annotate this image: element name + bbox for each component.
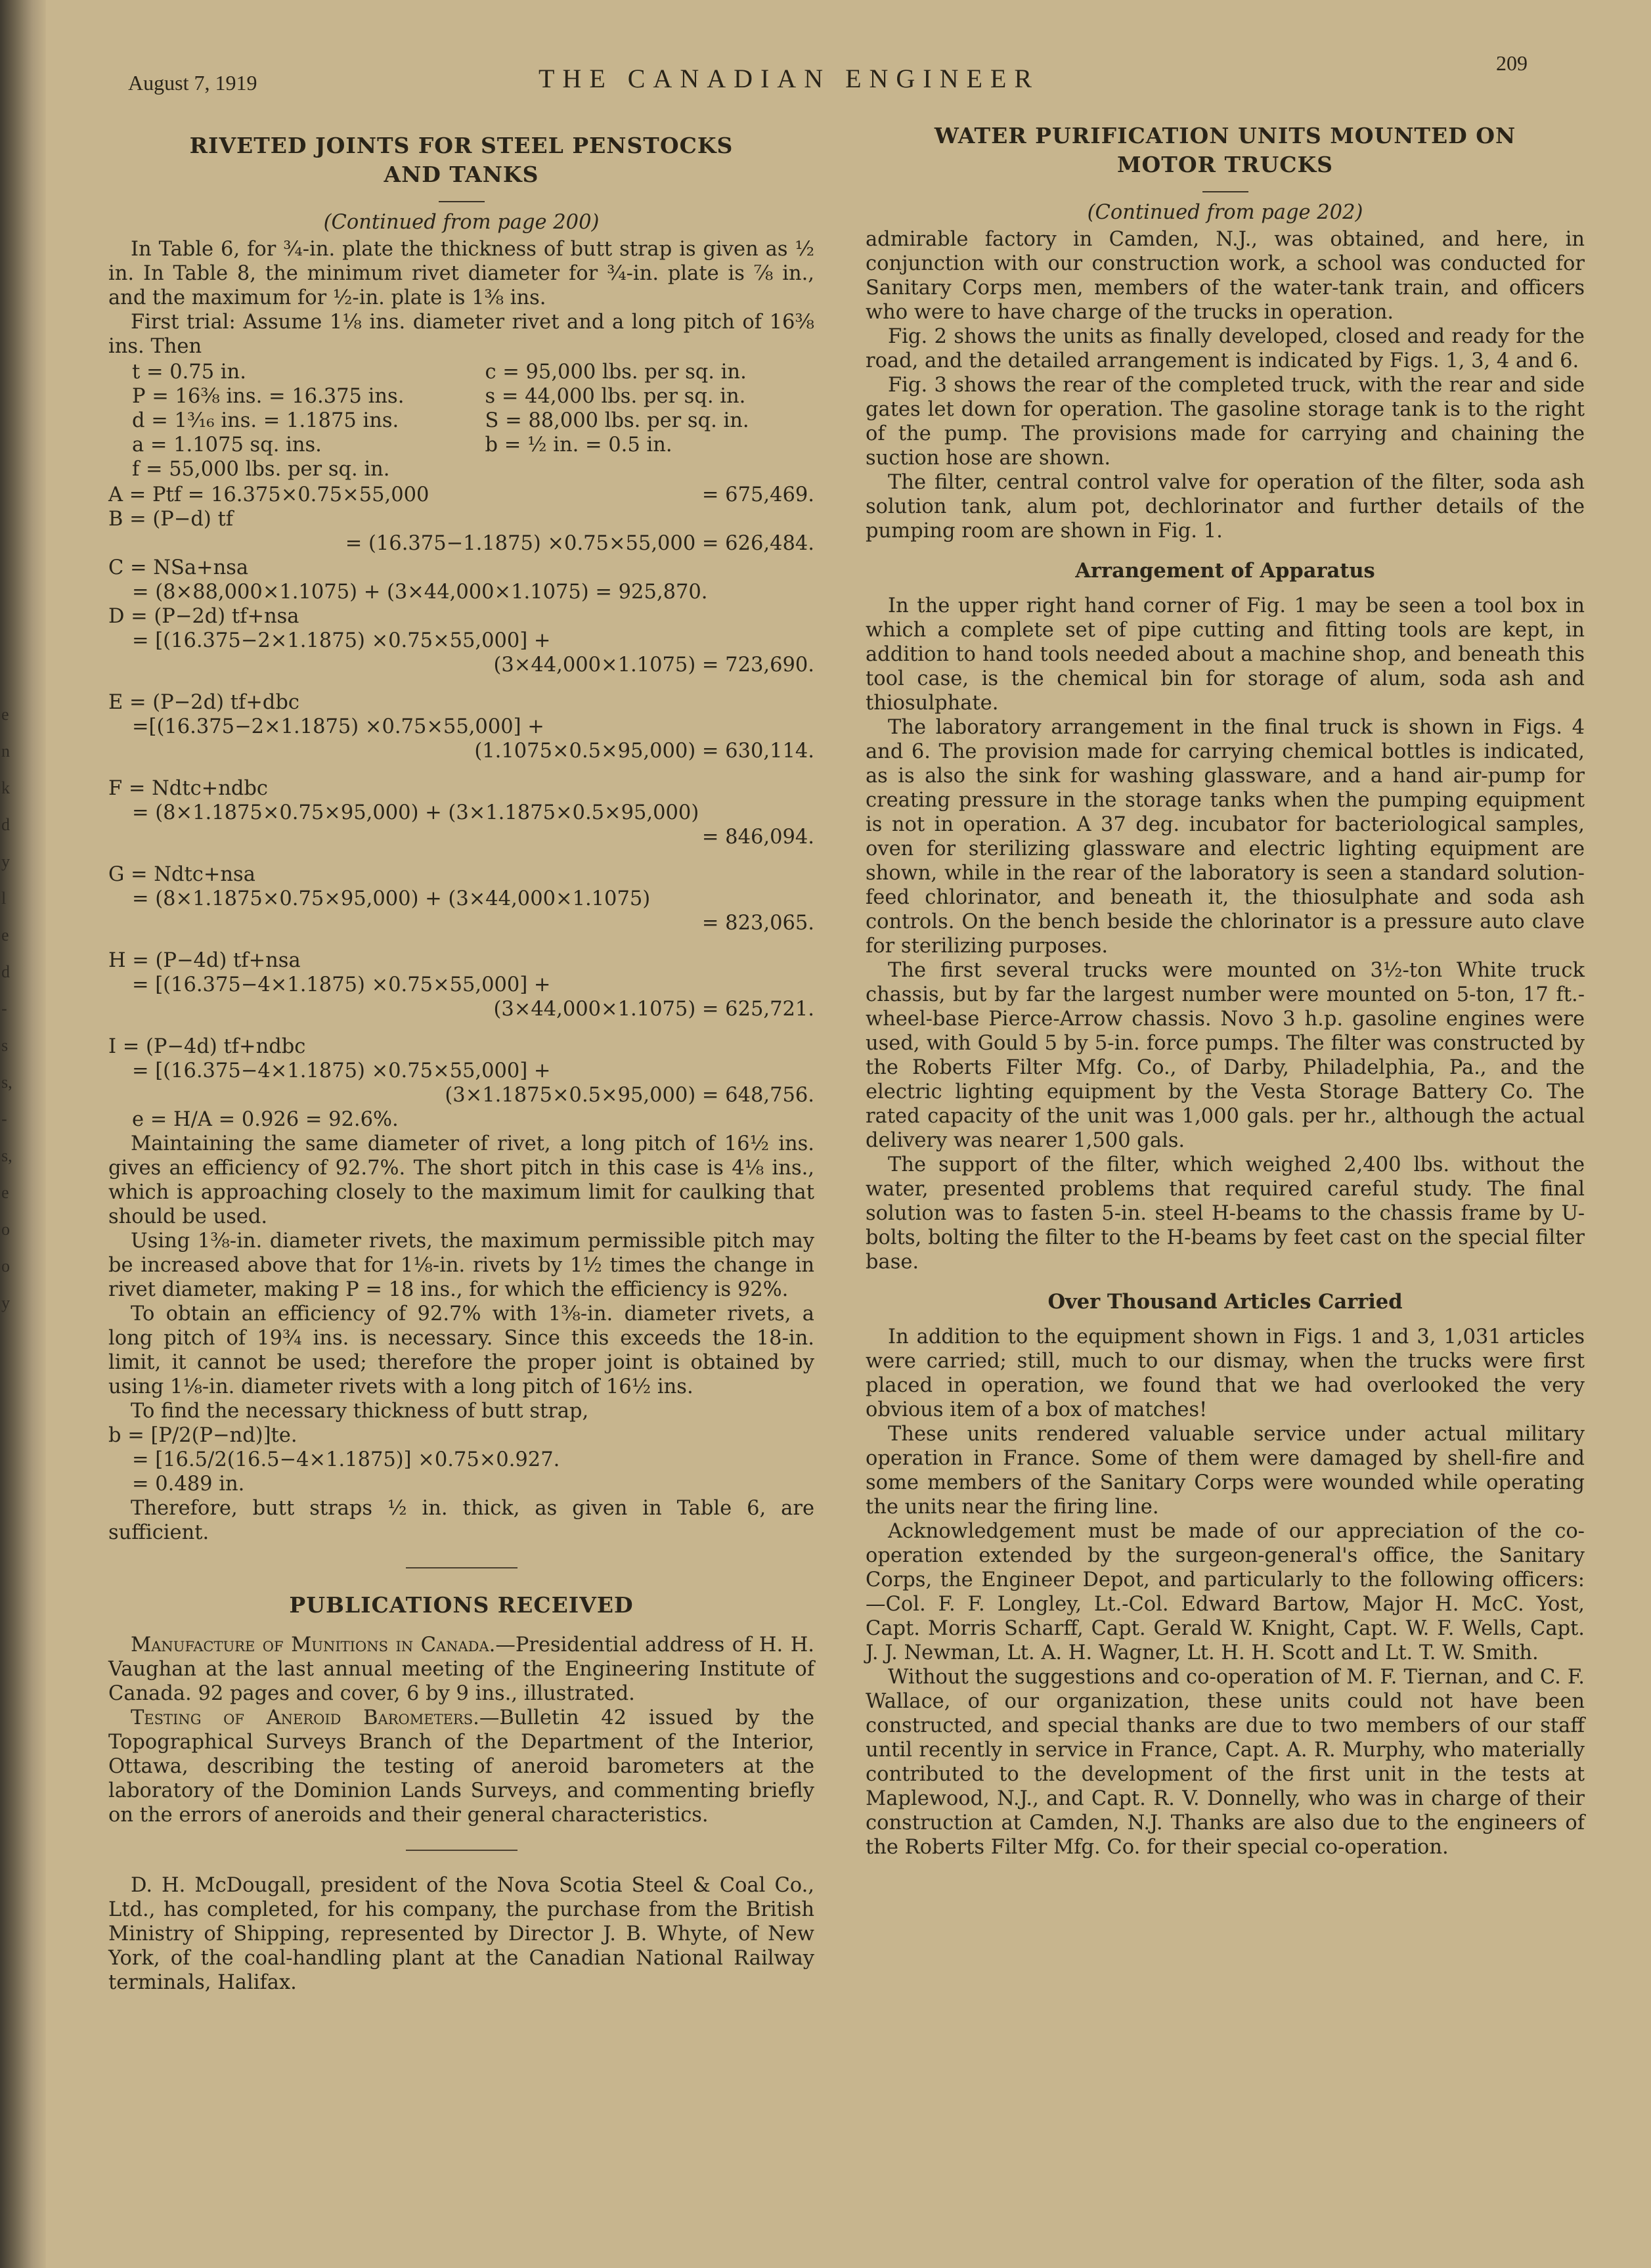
paragraph: Maintaining the same diameter of rivet, a long pitch of 16½ ins. gives an efficiency of 92.7%. The short pitch in this case is 4⅛ ins., which is approaching closely to the maximum limit for caulking that should be used. (108, 1132, 814, 1228)
var-def: S = 88,000 lbs. per sq. in. (485, 409, 749, 432)
paragraph: In the upper right hand corner of Fig. 1 may be seen a tool box in which a complete set of pipe cutting and fitting tools are kept, in addition to hand tools needed about a machine shop, and beneath this tool case, is the chemical bin for storage of alum, soda ash and thiosulphate. (866, 594, 1585, 715)
var-def: d = 1³⁄₁₆ ins. = 1.1875 ins. (132, 409, 399, 432)
var-def: b = ½ in. = 0.5 in. (485, 434, 672, 456)
subheading: Arrangement of Apparatus (1075, 559, 1375, 583)
var-def: s = 44,000 lbs. per sq. in. (485, 385, 746, 408)
spacer (108, 1620, 814, 1633)
spacer (108, 935, 814, 948)
equation-b: B = (P−d) tf = (16.375−1.1875) ×0.75×55,000 = 626,484. (108, 508, 814, 555)
equation-f: F = Ndtc+ndbc = (8×1.1875×0.75×95,000) + (3×1.1875×0.5×95,000) = 846,094. (108, 777, 814, 849)
section-separator (406, 1850, 517, 1851)
paragraph: Using 1⅜-in. diameter rivets, the maximum permissible pitch may be increased above that for 1⅛-in. rivets by 1½ times the change in rivet diameter, making P = 18 ins., for which the efficiency is 92%. (108, 1230, 814, 1301)
title-rule (1202, 191, 1248, 192)
paragraph: To find the necessary thickness of butt strap, (131, 1400, 589, 1423)
spacer (108, 1021, 814, 1034)
paragraph: The first several trucks were mounted on 3½-ton White truck chassis, but by far the largest number were mounted on 5-ton, 17 ft.-wheel-base Pierce-Arrow chassis. Novo 3 h.p. gasoline engines were used, with Gould 5 by 5-in. force pumps. The filter was constructed by the Roberts Filter Mfg. Co., of Darby, Philadelphia, Pa., and the electric lighting equipment by the Vesta Storage Battery Co. The rated capacity of the unit was 1,000 gals. per hr., although the actual delivery was nearer 1,500 gals. (866, 959, 1585, 1152)
var-def: c = 95,000 lbs. per sq. in. (485, 361, 747, 384)
left-column (108, 131, 814, 1995)
subheading: Over Thousand Articles Carried (1047, 1290, 1403, 1314)
page-number: 209 (1496, 51, 1528, 75)
var-def: a = 1.1075 sq. ins. (132, 434, 322, 456)
equation-e: E = (P−2d) tf+dbc =[(16.375−2×1.1875) ×0.75×55,000] + (1.1075×0.5×95,000) = 630,114. (108, 691, 814, 763)
var-def (462, 457, 815, 481)
section-separator (406, 1567, 517, 1568)
equation-d: D = (P−2d) tf+nsa = [(16.375−2×1.1875) ×0.75×55,000] + (3×44,000×1.1075) = 723,690. (108, 605, 814, 677)
title-rule (439, 201, 485, 202)
continued-note: (Continued from page 202) (1087, 201, 1363, 224)
spacer (108, 677, 814, 690)
equation-c: C = NSa+nsa = (8×88,000×1.1075) + (3×44,000×1.1075) = 925,870. (108, 556, 708, 604)
paragraph: Acknowledgement must be made of our appreciation of the co-operation extended by the surgeon-general's office, the Sanitary Corps, the Engineer Depot, and particularly to the following officers:—Col. F. F. Longley, Lt.-Col. Edward Bartow, Major H. McC. Yost, Capt. Morris Scharff, Capt. Gerald W. Knight, Capt. W. F. Wells, Capt. J. J. Newman, Lt. A. H. Wagner, Lt. H. H. Scott and Lt. T. W. Smith. (866, 1520, 1585, 1664)
publication-item: Manufacture of Munitions in Canada.—Presidential address of H. H. Vaughan at the last annual meeting of the Engineering Institute of Canada. 92 pages and cover, 6 by 9 ins., illustrated. (108, 1634, 814, 1705)
equation-efficiency: e = H/A = 0.926 = 92.6%. (132, 1108, 399, 1131)
spacer (108, 849, 814, 862)
journal-title: THE CANADIAN ENGINEER (539, 64, 1040, 93)
paragraph: In Table 6, for ¾-in. plate the thickness of butt strap is given as ½ in. In Table 8, the minimum rivet diameter for ¾-in. plate is ⅞ in., and the maximum for ½-in. plate is 1⅜ ins. (108, 238, 814, 309)
paragraph: These units rendered valuable service under actual military operation in France. Some of them were damaged by shell-fire and some members of the Sanitary Corps were wounded while operating the units near the firing line. (866, 1423, 1585, 1519)
equation-g: G = Ndtc+nsa = (8×1.1875×0.75×95,000) + (3×44,000×1.1075) = 823,065. (108, 863, 814, 935)
variable-definitions (108, 360, 814, 481)
paragraph: In addition to the equipment shown in Figs. 1 and 3, 1,031 articles were carried; still, much to our dismay, when the trucks were first placed in operation, we found that we had overlooked the very obvious item of a box of matches! (866, 1325, 1585, 1421)
paragraph: Fig. 2 shows the units as finally developed, closed and ready for the road, and the detailed arrangement is indicated by Figs. 1, 3, 4 and 6. (866, 325, 1585, 372)
var-def: f = 55,000 lbs. per sq. in. (132, 458, 390, 481)
var-def: P = 16⅜ ins. = 16.375 ins. (132, 385, 405, 408)
paragraph: To obtain an efficiency of 92.7% with 1⅜-in. diameter rivets, a long pitch of 19¾ ins. is necessary. Since this exceeds the 18-in. limit, it cannot be used; therefore the proper joint is obtained by using 1⅛-in. diameter rivets with a long pitch of 16½ ins. (108, 1302, 814, 1398)
right-column (866, 122, 1585, 1859)
paragraph: Without the suggestions and co-operation of M. F. Tiernan, and C. F. Wallace, of our organization, these units could not have been constructed, and special thanks are due to two members of our staff until recently in service in France, Capt. A. R. Murphy, who materially contributed to the development of the first unit in the tests at Maplewood, N.J., and Capt. R. V. Donnelly, who was in charge of their construction at Camden, N.J. Thanks are also due to the engineers of the Roberts Filter Mfg. Co. for their special co-operation. (866, 1666, 1585, 1859)
paragraph: The laboratory arrangement in the final truck is shown in Figs. 4 and 6. The provision made for carrying chemical bottles is indicated, as is also the sink for washing glassware, and a hand air-pump for creating pressure in the storage tanks when the pumping equipment is not in operation. A 37 deg. incubator for bacteriological samples, oven for sterilizing glassware and electric lighting equipment are shown, while in the rear of the laboratory is seen a standard solution-feed chlorinator, and beneath it, the thiosulphate and soda ash controls. On the bench beside the chlorinator is a pressure auto clave for sterilizing purposes. (866, 716, 1585, 958)
paragraph: The filter, central control valve for operation of the filter, soda ash solution tank, alum pot, dechlorinator and further details of the pumping room are shown in Fig. 1. (866, 471, 1585, 543)
equation-h: H = (P−4d) tf+nsa = [(16.375−4×1.1875) ×0.75×55,000] + (3×44,000×1.1075) = 625,721. (108, 949, 814, 1021)
equation-i: I = (P−4d) tf+ndbc = [(16.375−4×1.1875) ×0.75×55,000] + (3×1.1875×0.5×95,000) = 648,756. (108, 1035, 814, 1107)
paragraph: First trial: Assume 1⅛ ins. diameter rivet and a long pitch of 16⅜ ins. Then (108, 311, 814, 358)
continued-note: (Continued from page 200) (323, 211, 600, 234)
issue-date: August 7, 1919 (128, 71, 257, 95)
news-item: D. H. McDougall, president of the Nova Scotia Steel & Coal Co., Ltd., has completed, for his company, the purchase from the British Ministry of Shipping, represented by Director J. B. Whyte, of New York, of the coal-handling plant at the Canadian National Railway terminals, Halifax. (108, 1874, 814, 1994)
paragraph: Therefore, butt straps ½ in. thick, as given in Table 6, are sufficient. (108, 1497, 814, 1544)
equation-a: A = Ptf = 16.375×0.75×55,000 = 675,469. (108, 483, 814, 506)
article-title-water-purification: WATER PURIFICATION UNITS MOUNTED ON MOTOR TRUCKS (934, 123, 1516, 177)
paragraph: The support of the filter, which weighed 2,400 lbs. without the water, presented problems that required careful study. The final solution was to fasten 5-in. steel H-beams to the chassis frame by U-bolts, bolting the filter to the H-beams by feet cast on the special filter base. (866, 1153, 1585, 1274)
equation-butt-strap: b = [P/2(P−nd)]te. = [16.5/2(16.5−4×1.1875)] ×0.75×0.927. = 0.489 in. (108, 1424, 560, 1496)
publication-item: Testing of Aneroid Barometers.—Bulletin 42 issued by the Topographical Surveys Branch of the Department of the Interior, Ottawa, describing the testing of aneroid barometers at the laboratory of the Dominion Lands Surveys, and commenting briefly on the errors of aneroids and their general characteristics. (108, 1706, 814, 1827)
adjacent-page-margin-text: e n k d y l e d - s s, - s, e o o y (1, 705, 12, 1312)
article-title-riveted-joints: RIVETED JOINTS FOR STEEL PENSTOCKS AND TANKS (189, 133, 734, 187)
spacer (108, 763, 814, 776)
section-title-publications: PUBLICATIONS RECEIVED (289, 1592, 634, 1618)
var-def: t = 0.75 in. (132, 361, 246, 384)
paragraph: admirable factory in Camden, N.J., was obtained, and here, in conjunction with our construction work, a school was conducted for Sanitary Corps men, members of the water-tank train, and officers who were to have charge of the trucks in operation. (866, 228, 1585, 324)
paragraph: Fig. 3 shows the rear of the completed truck, with the rear and side gates let down for operation. The gasoline storage tank is to the right of the pump. The provisions made for carrying and chaining the suction hose are shown. (866, 374, 1585, 470)
